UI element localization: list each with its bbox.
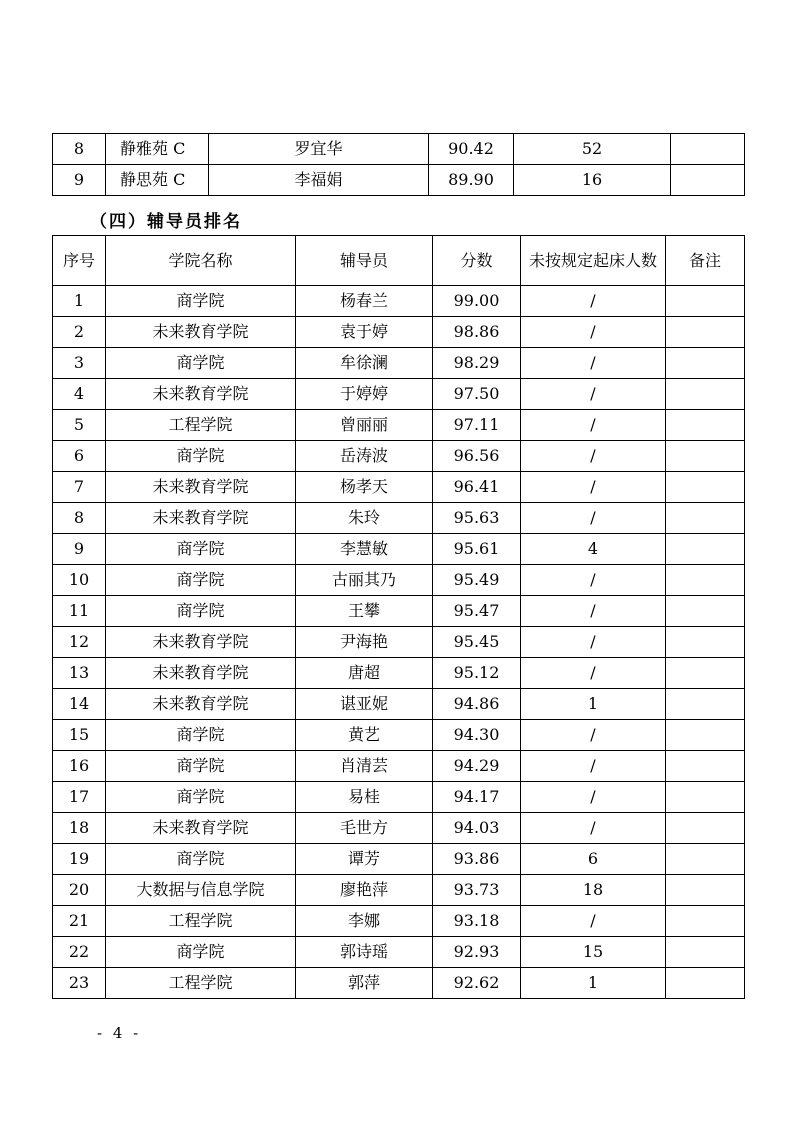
cell-note [666, 503, 745, 534]
cell-note [671, 134, 745, 165]
cell-score: 95.63 [433, 503, 521, 534]
cell-no: 9 [53, 165, 106, 196]
header-note: 备注 [666, 236, 745, 286]
cell-counselor: 郭诗瑶 [296, 937, 433, 968]
table-row [53, 813, 745, 844]
cell-no: 11 [53, 596, 106, 627]
cell-counselor: 杨孝天 [296, 472, 433, 503]
cell-score: 94.30 [433, 720, 521, 751]
cell-note [666, 379, 745, 410]
cell-counselor: 唐超 [296, 658, 433, 689]
table-row [53, 937, 745, 968]
cell-college: 未来教育学院 [106, 472, 296, 503]
cell-score: 98.29 [433, 348, 521, 379]
cell-score: 97.11 [433, 410, 521, 441]
cell-college: 未来教育学院 [106, 503, 296, 534]
cell-dorm: 静雅苑 C [106, 134, 209, 165]
cell-no: 10 [53, 565, 106, 596]
cell-note [666, 534, 745, 565]
cell-counselor: 杨春兰 [296, 286, 433, 317]
cell-note [666, 348, 745, 379]
cell-no: 3 [53, 348, 106, 379]
cell-note [666, 317, 745, 348]
cell-no: 4 [53, 379, 106, 410]
cell-count: 4 [521, 534, 666, 565]
cell-score: 95.49 [433, 565, 521, 596]
cell-score: 94.29 [433, 751, 521, 782]
dormitory-ranking-table-continued [52, 133, 745, 196]
cell-note [666, 813, 745, 844]
cell-note [671, 165, 745, 196]
cell-no: 8 [53, 134, 106, 165]
cell-counselor: 岳涛波 [296, 441, 433, 472]
cell-count: / [521, 410, 666, 441]
cell-score: 89.90 [429, 165, 514, 196]
cell-no: 16 [53, 751, 106, 782]
cell-note [666, 720, 745, 751]
cell-no: 23 [53, 968, 106, 999]
cell-count: 15 [521, 937, 666, 968]
cell-college: 商学院 [106, 751, 296, 782]
cell-no: 22 [53, 937, 106, 968]
cell-note [666, 596, 745, 627]
cell-counselor: 廖艳萍 [296, 875, 433, 906]
cell-college: 商学院 [106, 782, 296, 813]
table-row [53, 968, 745, 999]
cell-college: 工程学院 [106, 968, 296, 999]
cell-counselor: 谌亚妮 [296, 689, 433, 720]
table-row [53, 906, 745, 937]
cell-counselor: 牟徐澜 [296, 348, 433, 379]
cell-count: / [521, 317, 666, 348]
cell-no: 1 [53, 286, 106, 317]
cell-note [666, 968, 745, 999]
cell-score: 92.62 [433, 968, 521, 999]
cell-count: / [521, 441, 666, 472]
cell-college: 商学院 [106, 565, 296, 596]
cell-no: 12 [53, 627, 106, 658]
table-row [53, 503, 745, 534]
table-row [53, 134, 745, 165]
cell-score: 96.56 [433, 441, 521, 472]
cell-count: / [521, 751, 666, 782]
cell-college: 商学院 [106, 596, 296, 627]
cell-note [666, 906, 745, 937]
cell-no: 6 [53, 441, 106, 472]
cell-no: 21 [53, 906, 106, 937]
cell-count: 16 [514, 165, 671, 196]
cell-counselor: 李慧敏 [296, 534, 433, 565]
table-row [53, 720, 745, 751]
cell-counselor: 王攀 [296, 596, 433, 627]
cell-counselor: 尹海艳 [296, 627, 433, 658]
cell-count: / [521, 813, 666, 844]
cell-score: 93.86 [433, 844, 521, 875]
cell-count: / [521, 658, 666, 689]
cell-note [666, 689, 745, 720]
cell-count: 6 [521, 844, 666, 875]
header-counselor: 辅导员 [296, 236, 433, 286]
cell-note [666, 441, 745, 472]
cell-college: 商学院 [106, 534, 296, 565]
cell-count: / [521, 565, 666, 596]
cell-note [666, 751, 745, 782]
cell-name: 李福娟 [209, 165, 429, 196]
cell-dorm: 静思苑 C [106, 165, 209, 196]
cell-no: 18 [53, 813, 106, 844]
cell-no: 7 [53, 472, 106, 503]
cell-count: / [521, 379, 666, 410]
cell-no: 20 [53, 875, 106, 906]
table-row [53, 165, 745, 196]
cell-counselor: 谭芳 [296, 844, 433, 875]
cell-counselor: 肖清芸 [296, 751, 433, 782]
table-row [53, 875, 745, 906]
table-row [53, 689, 745, 720]
table-row [53, 534, 745, 565]
cell-college: 商学院 [106, 441, 296, 472]
table-row [53, 379, 745, 410]
cell-college: 大数据与信息学院 [106, 875, 296, 906]
cell-score: 95.61 [433, 534, 521, 565]
top-table-body [53, 134, 745, 196]
cell-note [666, 410, 745, 441]
cell-count: / [521, 627, 666, 658]
cell-note [666, 937, 745, 968]
cell-counselor: 李娜 [296, 906, 433, 937]
cell-count: / [521, 348, 666, 379]
cell-college: 商学院 [106, 286, 296, 317]
table-row [53, 317, 745, 348]
cell-note [666, 286, 745, 317]
table-row [53, 472, 745, 503]
cell-count: 1 [521, 689, 666, 720]
cell-score: 93.18 [433, 906, 521, 937]
cell-note [666, 627, 745, 658]
cell-college: 商学院 [106, 937, 296, 968]
cell-counselor: 于婷婷 [296, 379, 433, 410]
cell-counselor: 黄艺 [296, 720, 433, 751]
header-no: 序号 [53, 236, 106, 286]
table-row [53, 410, 745, 441]
cell-no: 17 [53, 782, 106, 813]
cell-count: / [521, 906, 666, 937]
cell-count: / [521, 596, 666, 627]
cell-note [666, 472, 745, 503]
cell-score: 95.45 [433, 627, 521, 658]
table-row [53, 441, 745, 472]
cell-name: 罗宜华 [209, 134, 429, 165]
cell-college: 商学院 [106, 844, 296, 875]
cell-college: 工程学院 [106, 906, 296, 937]
main-table-body [53, 286, 745, 999]
cell-college: 未来教育学院 [106, 379, 296, 410]
header-score: 分数 [433, 236, 521, 286]
table-row [53, 782, 745, 813]
cell-score: 90.42 [429, 134, 514, 165]
cell-counselor: 毛世方 [296, 813, 433, 844]
cell-counselor: 曾丽丽 [296, 410, 433, 441]
cell-score: 96.41 [433, 472, 521, 503]
table-header-row [53, 236, 745, 286]
cell-no: 5 [53, 410, 106, 441]
table-row [53, 844, 745, 875]
table-row [53, 565, 745, 596]
cell-score: 98.86 [433, 317, 521, 348]
cell-no: 19 [53, 844, 106, 875]
cell-no: 9 [53, 534, 106, 565]
cell-note [666, 658, 745, 689]
cell-college: 工程学院 [106, 410, 296, 441]
cell-college: 未来教育学院 [106, 627, 296, 658]
cell-note [666, 565, 745, 596]
cell-count: 18 [521, 875, 666, 906]
cell-count: 52 [514, 134, 671, 165]
cell-note [666, 844, 745, 875]
cell-count: 1 [521, 968, 666, 999]
cell-count: / [521, 286, 666, 317]
cell-score: 97.50 [433, 379, 521, 410]
counselor-ranking-table [52, 235, 745, 999]
cell-no: 8 [53, 503, 106, 534]
section-title: （四）辅导员排名 [90, 212, 242, 232]
cell-count: / [521, 472, 666, 503]
table-row [53, 348, 745, 379]
cell-count: / [521, 720, 666, 751]
cell-score: 94.17 [433, 782, 521, 813]
page-number: - 4 - [97, 1024, 142, 1042]
cell-score: 99.00 [433, 286, 521, 317]
cell-score: 95.47 [433, 596, 521, 627]
table-row [53, 286, 745, 317]
cell-score: 93.73 [433, 875, 521, 906]
cell-college: 未来教育学院 [106, 317, 296, 348]
cell-college: 未来教育学院 [106, 658, 296, 689]
cell-college: 商学院 [106, 348, 296, 379]
table-row [53, 658, 745, 689]
header-college: 学院名称 [106, 236, 296, 286]
cell-counselor: 袁于婷 [296, 317, 433, 348]
cell-college: 未来教育学院 [106, 689, 296, 720]
table-row [53, 627, 745, 658]
cell-no: 13 [53, 658, 106, 689]
cell-count: / [521, 503, 666, 534]
cell-college: 未来教育学院 [106, 813, 296, 844]
cell-counselor: 朱玲 [296, 503, 433, 534]
cell-score: 94.86 [433, 689, 521, 720]
cell-no: 14 [53, 689, 106, 720]
header-count: 未按规定起床人数 [521, 236, 666, 286]
cell-score: 94.03 [433, 813, 521, 844]
cell-counselor: 古丽其乃 [296, 565, 433, 596]
cell-count: / [521, 782, 666, 813]
cell-note [666, 782, 745, 813]
cell-counselor: 郭萍 [296, 968, 433, 999]
table-row [53, 751, 745, 782]
cell-score: 95.12 [433, 658, 521, 689]
cell-counselor: 易桂 [296, 782, 433, 813]
cell-college: 商学院 [106, 720, 296, 751]
cell-note [666, 875, 745, 906]
cell-score: 92.93 [433, 937, 521, 968]
cell-no: 15 [53, 720, 106, 751]
table-row [53, 596, 745, 627]
cell-no: 2 [53, 317, 106, 348]
